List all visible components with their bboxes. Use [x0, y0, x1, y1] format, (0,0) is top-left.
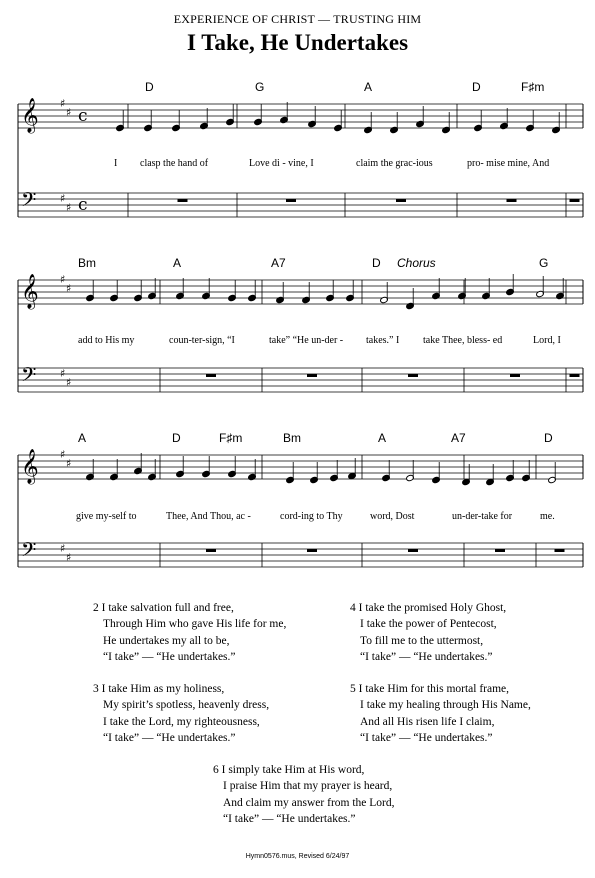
lyric-text: un-der-take for: [452, 511, 513, 522]
lyric-text: take” “He un-der -: [269, 335, 344, 346]
bass-clef-icon: 𝄢: [21, 363, 37, 391]
verse-line: I take Him as my holiness,: [101, 683, 225, 695]
bass-clef-icon: 𝄢: [21, 538, 37, 566]
lyric-text: take Thee, bless- ed: [423, 335, 503, 346]
lyric-text: Thee, And Thou, ac -: [166, 511, 251, 522]
chord-symbol: A: [173, 256, 182, 270]
sharp-icon: ♯: [66, 376, 72, 389]
verse-line: To fill me to the uttermost,: [360, 634, 484, 647]
whole-rest-icon: [495, 549, 505, 552]
verse-line: I simply take Him at His word,: [221, 764, 365, 776]
verse-4: [350, 600, 506, 665]
verse-line: I take the promised Holy Ghost,: [358, 602, 507, 614]
whole-rest-icon: [570, 374, 580, 377]
whole-rest-icon: [408, 549, 418, 552]
whole-rest-icon: [286, 199, 296, 202]
common-time-icon: c: [78, 106, 88, 126]
verse-3: [93, 681, 269, 746]
sharp-icon: ♯: [60, 273, 66, 286]
verse-line: Through Him who gave His life for me,: [103, 618, 287, 631]
lyric-text: claim the grac-ious: [356, 158, 433, 169]
treble-clef-icon: 𝄞: [21, 98, 39, 133]
chord-symbol: Bm: [78, 256, 96, 270]
sharp-icon: ♯: [60, 97, 66, 110]
verse-line: I take salvation full and free,: [101, 602, 234, 614]
verse-line: I praise Him that my prayer is heard,: [223, 780, 393, 793]
chord-symbol: D: [372, 256, 381, 270]
verse-6: [213, 762, 395, 827]
hymn-title: I Take, He Undertakes: [186, 30, 409, 55]
chorus-label: Chorus: [397, 256, 436, 270]
verse-line: I take the Lord, my righteousness,: [103, 715, 260, 728]
lyric-text: Lord, I: [533, 335, 561, 346]
whole-rest-icon: [570, 199, 580, 202]
lyric-text: takes.” I: [366, 335, 400, 346]
verse-number: 2: [93, 602, 99, 614]
lyric-text: me.: [540, 511, 555, 522]
treble-clef-icon: 𝄞: [21, 449, 39, 484]
chord-symbol: D: [145, 80, 154, 94]
chord-symbol: F♯m: [521, 80, 545, 94]
verse-number: 5: [350, 683, 356, 695]
file-footer: Hymn0576.mus, Revised 6/24/97: [245, 853, 350, 860]
whole-rest-icon: [555, 549, 565, 552]
chord-symbol: Bm: [283, 431, 301, 445]
verse-2: [93, 600, 286, 665]
verse-line: I take my healing through His Name,: [360, 699, 531, 712]
whole-rest-icon: [206, 549, 216, 552]
sharp-icon: ♯: [60, 192, 66, 205]
verse-number: 6: [213, 764, 219, 776]
chord-symbol: A: [78, 431, 87, 445]
sharp-icon: ♯: [66, 106, 72, 119]
sharp-icon: ♯: [66, 457, 72, 470]
verse-line: “I take” — “He undertakes.”: [103, 650, 236, 663]
sharp-icon: ♯: [60, 367, 66, 380]
lyric-text: I: [114, 158, 118, 169]
whole-rest-icon: [396, 199, 406, 202]
verse-5: [350, 681, 531, 746]
verse-line: And all His risen life I claim,: [360, 715, 495, 728]
chord-symbol: D: [172, 431, 181, 445]
whole-rest-icon: [206, 374, 216, 377]
verse-line: He undertakes my all to be,: [103, 634, 230, 647]
verse-line: And claim my answer from the Lord,: [223, 796, 395, 809]
lyric-text: Love di - vine, I: [249, 158, 314, 169]
verse-line: “I take” — “He undertakes.”: [223, 812, 356, 825]
lyric-text: add to His my: [78, 335, 135, 346]
sharp-icon: ♯: [66, 551, 72, 564]
whole-rest-icon: [178, 199, 188, 202]
whole-rest-icon: [408, 374, 418, 377]
verse-line: My spirit’s spotless, heavenly dress,: [103, 699, 270, 712]
verse-line: “I take” — “He undertakes.”: [360, 731, 493, 744]
lyric-text: word, Dost: [370, 511, 415, 522]
hymn-category: EXPERIENCE OF CHRIST — TRUSTING HIM: [173, 12, 422, 26]
treble-clef-icon: 𝄞: [21, 274, 39, 309]
verse-number: 4: [350, 602, 356, 614]
common-time-icon: c: [78, 195, 88, 215]
lyric-text: cord-ing to Thy: [280, 511, 343, 522]
verse-line: I take the power of Pentecost,: [360, 618, 497, 631]
chord-symbol: A: [378, 431, 387, 445]
whole-rest-icon: [507, 199, 517, 202]
whole-rest-icon: [307, 374, 317, 377]
whole-rest-icon: [307, 549, 317, 552]
chord-symbol: F♯m: [219, 431, 243, 445]
bass-clef-icon: 𝄢: [21, 188, 37, 216]
chord-symbol: A7: [451, 431, 466, 445]
chord-symbol: A: [364, 80, 373, 94]
chord-symbol: G: [255, 80, 265, 94]
verse-line: I take Him for this mortal frame,: [358, 683, 510, 695]
sharp-icon: ♯: [66, 201, 72, 214]
chord-symbol: D: [472, 80, 481, 94]
chord-symbol: D: [544, 431, 553, 445]
whole-rest-icon: [510, 374, 520, 377]
verse-line: “I take” — “He undertakes.”: [360, 650, 493, 663]
chord-symbol: G: [539, 256, 549, 270]
sharp-icon: ♯: [66, 282, 72, 295]
verse-line: “I take” — “He undertakes.”: [103, 731, 236, 744]
lyric-text: coun-ter-sign, “I: [169, 335, 235, 346]
sharp-icon: ♯: [60, 448, 66, 461]
sharp-icon: ♯: [60, 542, 66, 555]
verse-number: 3: [93, 683, 99, 695]
lyric-text: give my-self to: [76, 511, 137, 522]
lyric-text: pro- mise mine, And: [467, 158, 550, 169]
chord-symbol: A7: [271, 256, 286, 270]
lyric-text: clasp the hand of: [140, 158, 209, 169]
